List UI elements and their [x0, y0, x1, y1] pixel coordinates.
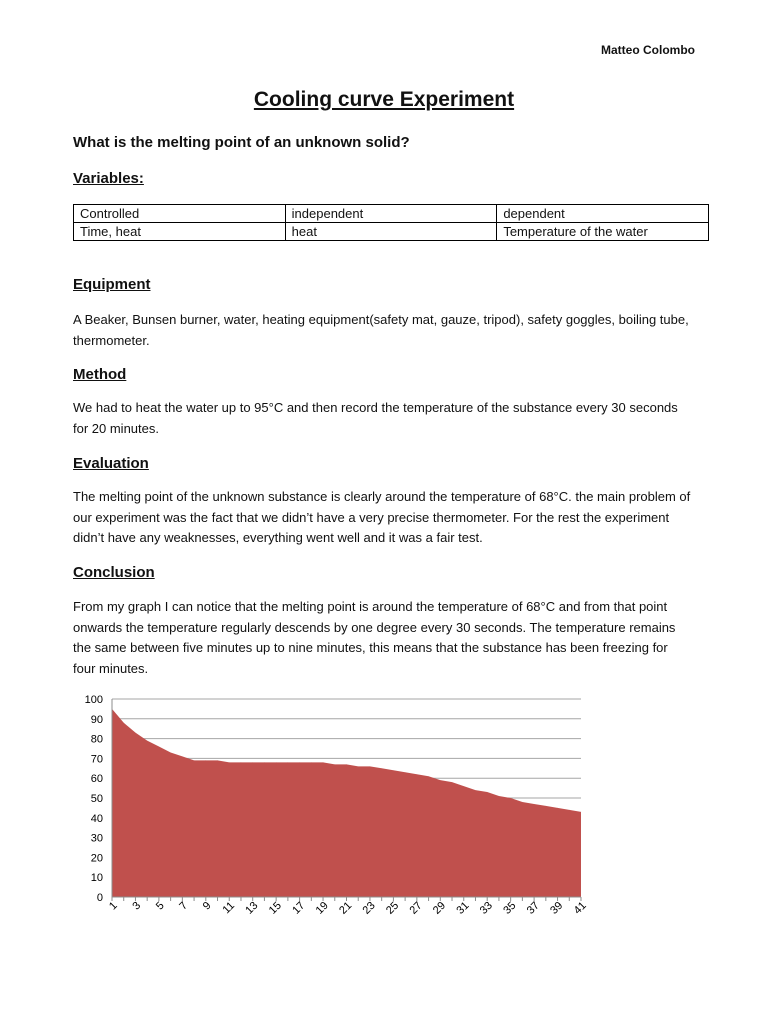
- x-tick-label: 17: [290, 899, 308, 917]
- research-question: What is the melting point of an unknown solid?: [73, 134, 410, 151]
- x-tick-label: 7: [177, 899, 191, 913]
- variables-heading: Variables:: [73, 170, 144, 187]
- x-tick-label: 35: [501, 899, 519, 917]
- x-tick-label: 19: [313, 899, 331, 917]
- x-tick-label: 5: [153, 899, 167, 913]
- x-tick-label: 31: [454, 899, 472, 917]
- table-cell: Temperature of the water: [497, 223, 709, 241]
- x-tick-label: 11: [220, 899, 238, 917]
- y-tick-label: 70: [90, 753, 103, 766]
- cooling-curve-chart: [70, 688, 600, 938]
- table-cell: Time, heat: [74, 223, 286, 241]
- y-tick-label: 100: [84, 694, 103, 706]
- table-header-row: [74, 205, 709, 223]
- evaluation-text: The melting point of the unknown substance is clearly around the temperature of 68°C. the main problem of our experiment was the fact that we didn’t have a very precise thermometer. For the rest the experiment didn’t have any weaknesses, everything went well and it was a fair test.: [73, 489, 691, 545]
- y-tick-label: 80: [90, 733, 103, 746]
- table-cell: independent: [285, 205, 497, 223]
- x-tick-label: 29: [430, 899, 449, 917]
- y-tick-label: 40: [90, 812, 103, 825]
- table-row: [74, 223, 709, 241]
- table-cell: dependent: [497, 205, 709, 223]
- author-name: Matteo Colombo: [601, 43, 695, 57]
- page-title: Cooling curve Experiment: [253, 88, 515, 111]
- y-tick-label: 60: [90, 773, 103, 786]
- y-tick-label: 10: [90, 872, 103, 885]
- x-tick-label: 33: [477, 899, 495, 917]
- x-tick-label: 13: [243, 899, 261, 917]
- x-tick-label: 9: [200, 899, 214, 913]
- y-tick-label: 30: [90, 832, 103, 845]
- x-tick-label: 39: [548, 899, 566, 917]
- conclusion-text: From my graph I can notice that the melting point is around the temperature of 68°C and from that point onwards the temperature regularly descends by one degree every 30 seconds. The temperature remains the same between five minutes up to nine minutes, this means that the substance has been freezing for four minutes.: [73, 599, 676, 676]
- method-text: We had to heat the water up to 95°C and then record the temperature of the substance every 30 seconds for 20 minutes.: [73, 400, 678, 436]
- table-cell: heat: [285, 223, 497, 241]
- x-tick-label: 37: [524, 899, 542, 917]
- y-tick-label: 0: [96, 892, 103, 904]
- y-tick-label: 20: [90, 852, 103, 865]
- y-tick-label: 50: [90, 793, 103, 805]
- variables-table: [73, 204, 709, 241]
- method-heading: Method: [73, 366, 127, 383]
- evaluation-heading: Evaluation: [73, 455, 149, 472]
- temperature-area-series: [112, 709, 581, 897]
- x-tick-label: 27: [407, 899, 425, 917]
- x-tick-label: 23: [360, 899, 378, 917]
- table-cell: Controlled: [74, 205, 286, 223]
- equipment-text: A Beaker, Bunsen burner, water, heating equipment(safety mat, gauze, tripod), safety goggles, boiling tube, thermometer.: [73, 312, 689, 348]
- conclusion-heading: Conclusion: [73, 564, 155, 581]
- x-tick-label: 1: [106, 899, 120, 913]
- y-tick-label: 90: [90, 713, 103, 726]
- equipment-heading: Equipment: [73, 276, 151, 293]
- x-tick-label: 41: [571, 899, 589, 917]
- x-tick-label: 25: [384, 899, 402, 917]
- x-tick-label: 3: [130, 899, 144, 913]
- x-tick-label: 21: [337, 899, 355, 917]
- x-tick-label: 15: [266, 899, 284, 917]
